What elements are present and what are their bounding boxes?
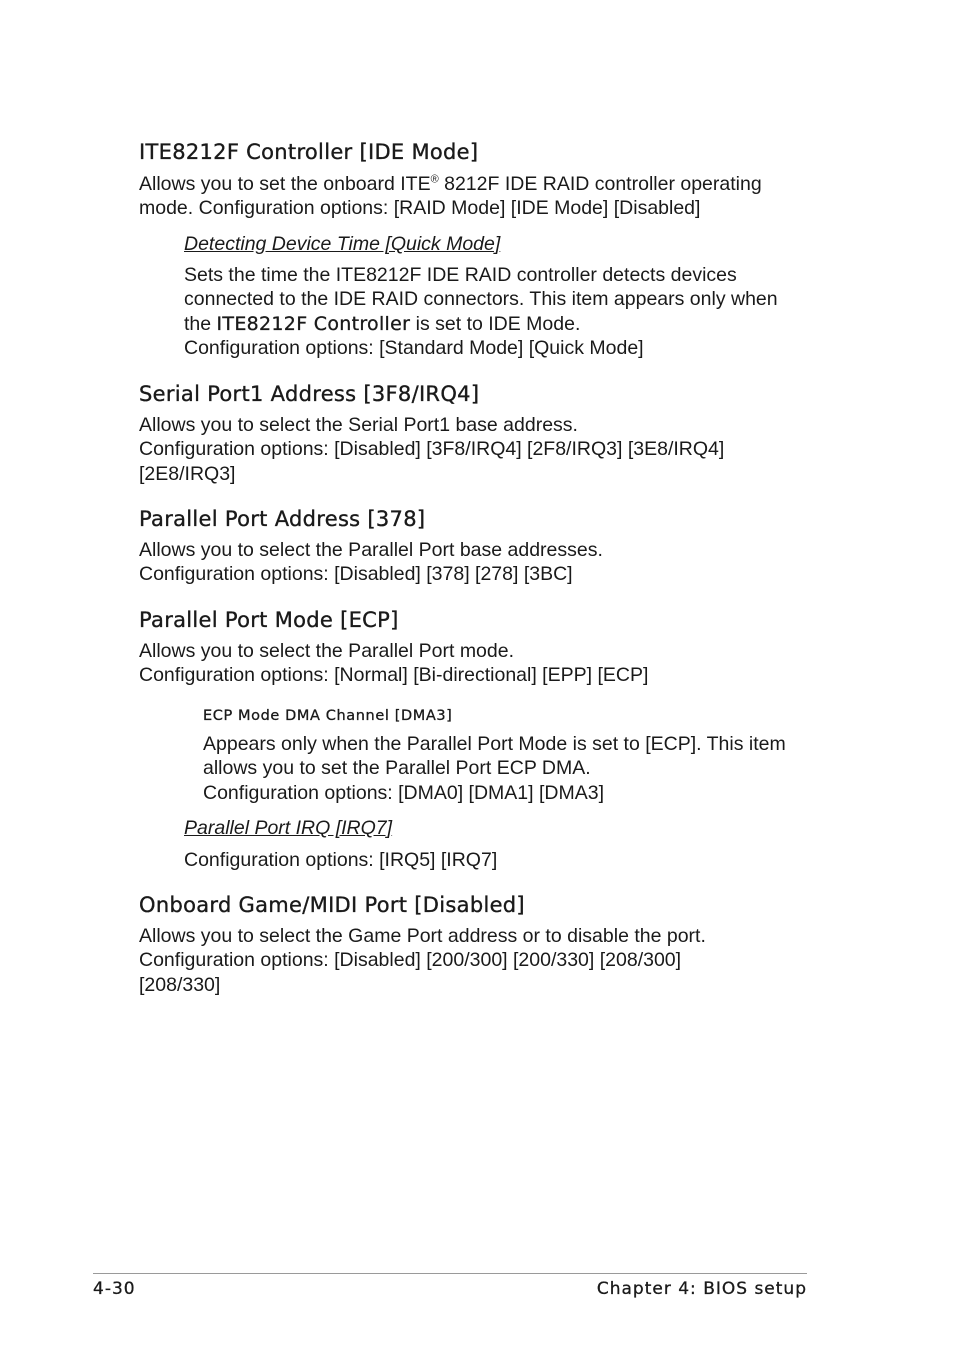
ite-controller-term: ITE8212F Controller bbox=[216, 312, 411, 335]
serial-port-description: Allows you to select the Serial Port1 base address. Configuration options: [Disabled] [3F8/IRQ4] [2F8/IRQ3] [3E8/IRQ4] [2E8/IRQ3] bbox=[139, 414, 725, 485]
parallel-port-irq-description: Configuration options: [IRQ5] [IRQ7] bbox=[184, 849, 498, 871]
game-port-heading: Onboard Game/MIDI Port [Disabled] bbox=[139, 893, 525, 917]
registered-mark: ® bbox=[430, 173, 439, 186]
detecting-device-time-description: Sets the time the ITE8212F IDE RAID controller detects devices connected to the IDE RAID connectors. This item appears only when the ITE8212F Controller is set to IDE Mode. Configuration options: [Standard Mode] [Quick Mode] bbox=[184, 264, 778, 359]
page-number: 4-30 bbox=[93, 1279, 136, 1299]
serial-port-heading: Serial Port1 Address [3F8/IRQ4] bbox=[139, 382, 480, 406]
game-port-description: Allows you to select the Game Port address or to disable the port. Configuration options: [Disabled] [200/300] [200/330] [208/300] [208/330] bbox=[139, 925, 706, 996]
ite-controller-heading: ITE8212F Controller [IDE Mode] bbox=[139, 140, 479, 164]
parallel-port-address-heading: Parallel Port Address [378] bbox=[139, 507, 426, 531]
parallel-port-irq-heading: Parallel Port IRQ [IRQ7] bbox=[184, 817, 393, 839]
ecp-dma-channel-heading: ECP Mode DMA Channel [DMA3] bbox=[203, 708, 453, 724]
ite-controller-description: Allows you to set the onboard ITE® 8212F IDE RAID controller operating mode. Configuration options: [RAID Mode] [IDE Mode] [Disabled] bbox=[139, 173, 762, 220]
chapter-title: Chapter 4: BIOS setup bbox=[596, 1279, 807, 1299]
parallel-port-mode-description: Allows you to select the Parallel Port mode. Configuration options: [Normal] [Bi-directional] [EPP] [ECP] bbox=[139, 640, 649, 687]
parallel-port-mode-heading: Parallel Port Mode [ECP] bbox=[139, 608, 399, 632]
parallel-port-address-description: Allows you to select the Parallel Port base addresses. Configuration options: [Disabled] [378] [278] [3BC] bbox=[139, 539, 603, 586]
footer-divider bbox=[93, 1273, 807, 1274]
ecp-dma-channel-description: Appears only when the Parallel Port Mode is set to [ECP]. This item allows you to set the Parallel Port ECP DMA. Configuration options: [DMA0] [DMA1] [DMA3] bbox=[203, 733, 786, 804]
detecting-device-time-heading: Detecting Device Time [Quick Mode] bbox=[184, 233, 501, 255]
